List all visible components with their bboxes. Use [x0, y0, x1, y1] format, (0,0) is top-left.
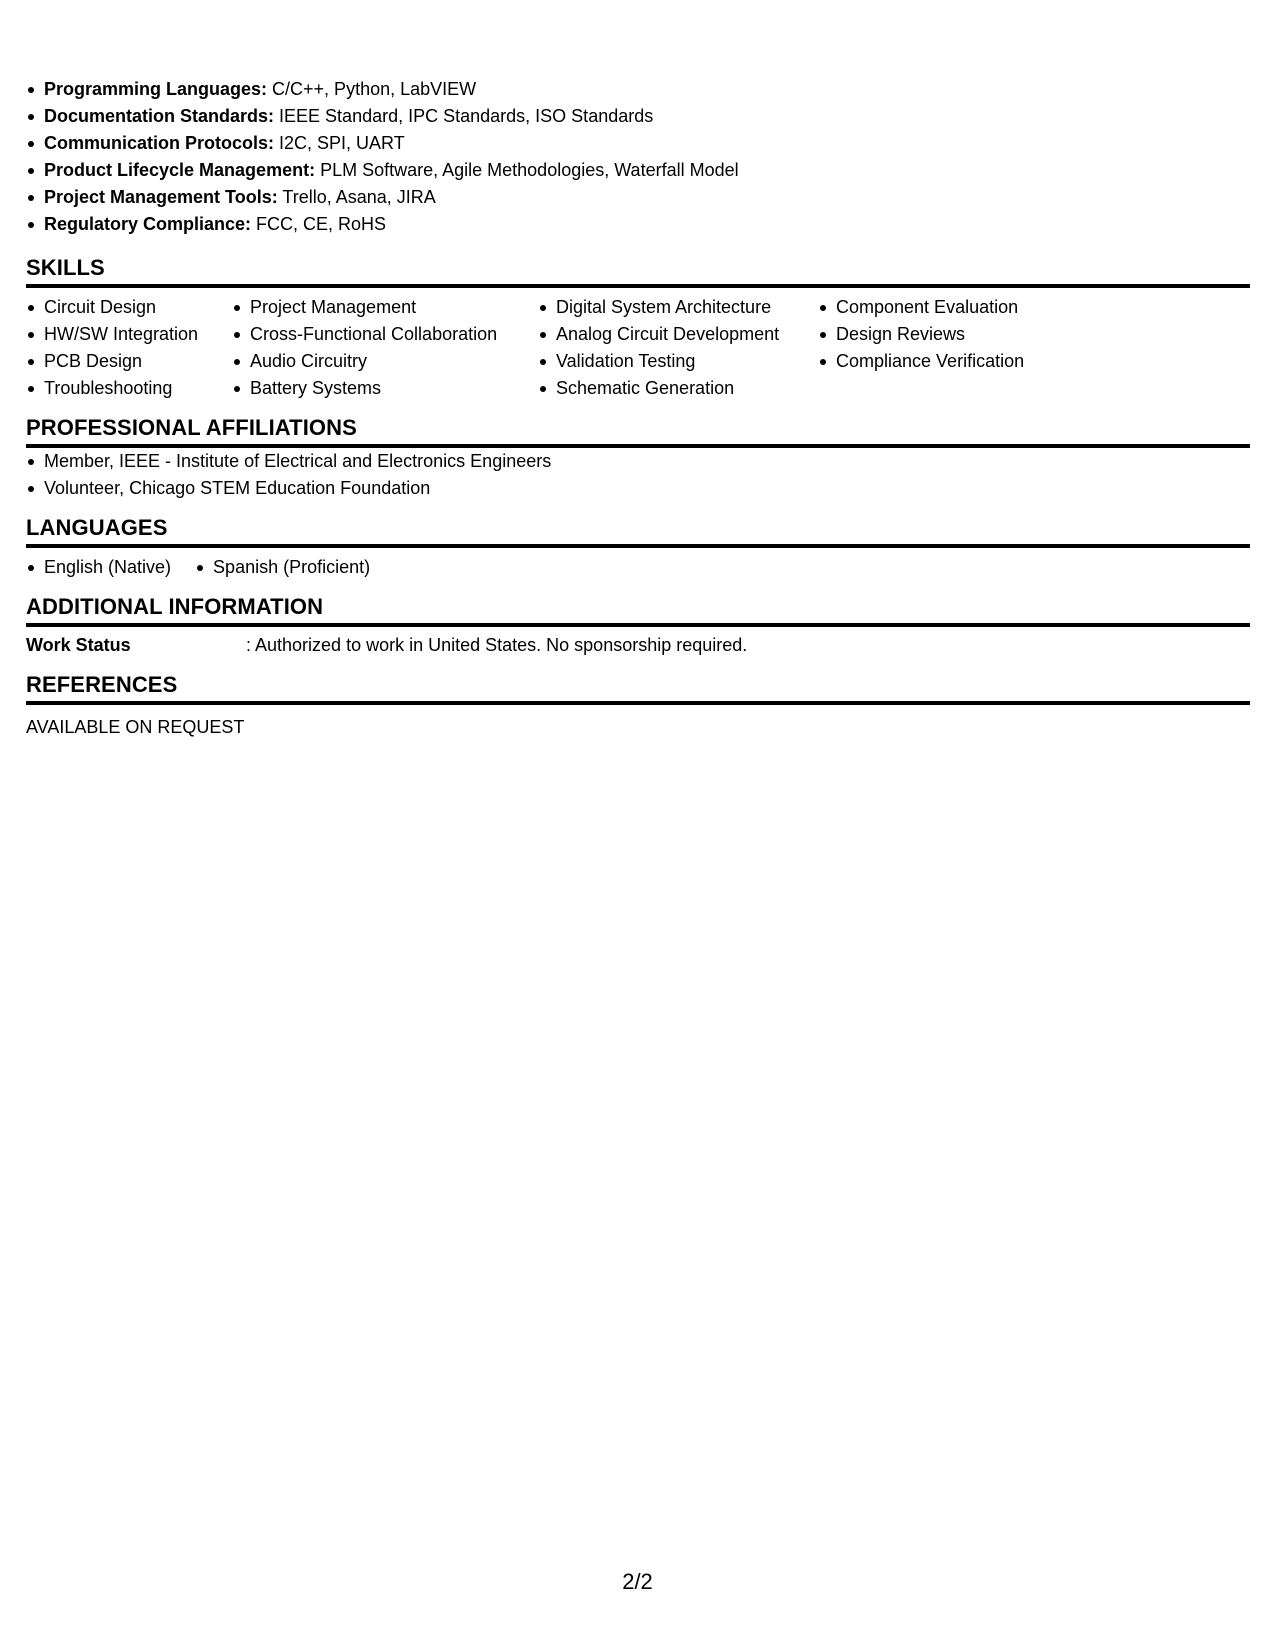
skills-section [26, 255, 1250, 402]
skill-item: Circuit Design [44, 294, 232, 321]
list-item [44, 76, 1250, 103]
work-status-row [26, 632, 1250, 659]
section-title-languages: LANGUAGES [26, 515, 1250, 548]
work-status-value: : Authorized to work in United States. No sponsorship required. [246, 635, 748, 655]
tool-label: Product Lifecycle Management: [44, 160, 316, 180]
page-number: 2/2 [622, 1569, 653, 1594]
skill-item: Design Reviews [836, 321, 1096, 348]
skills-columns [26, 294, 1250, 402]
affiliations-list [26, 448, 1250, 502]
resume-page [26, 76, 1250, 741]
skill-item: Compliance Verification [836, 348, 1096, 375]
tool-value: PLM Software, Agile Methodologies, Waterfall Model [315, 160, 739, 180]
skill-item: Digital System Architecture [556, 294, 818, 321]
tool-value: C/C++, Python, LabVIEW [267, 79, 477, 99]
tool-label: Regulatory Compliance: [44, 214, 252, 234]
tool-value: IEEE Standard, IPC Standards, ISO Standards [274, 106, 654, 126]
references-text: AVAILABLE ON REQUEST [26, 717, 245, 737]
additional-information-section [26, 594, 1250, 659]
skill-item: Analog Circuit Development [556, 321, 818, 348]
languages-section [26, 515, 1250, 581]
tool-label: Project Management Tools: [44, 187, 278, 207]
languages-list-2 [195, 554, 370, 581]
affiliations-section [26, 415, 1250, 502]
list-item [44, 157, 1250, 184]
list-item [44, 184, 1250, 211]
skill-item: Schematic Generation [556, 375, 818, 402]
skill-item: Component Evaluation [836, 294, 1096, 321]
affiliation-item: Volunteer, Chicago STEM Education Foundation [44, 475, 1250, 502]
section-title-references: REFERENCES [26, 672, 1250, 705]
skills-column-2 [232, 294, 538, 402]
tool-label: Communication Protocols: [44, 133, 275, 153]
tool-value: FCC, CE, RoHS [251, 214, 387, 234]
skills-column-4 [818, 294, 1096, 402]
skill-item: Project Management [250, 294, 538, 321]
list-item [44, 130, 1250, 157]
language-item: English (Native) [44, 554, 171, 581]
references-section [26, 672, 1250, 741]
skill-item: Validation Testing [556, 348, 818, 375]
section-title-skills: SKILLS [26, 255, 1250, 288]
work-status-label: Work Status [26, 635, 131, 655]
skill-item: Battery Systems [250, 375, 538, 402]
languages-row [26, 554, 1250, 581]
language-item: Spanish (Proficient) [213, 554, 370, 581]
languages-list-1 [26, 554, 171, 581]
tool-value: I2C, SPI, UART [274, 133, 405, 153]
tool-label: Documentation Standards: [44, 106, 275, 126]
skill-item: HW/SW Integration [44, 321, 232, 348]
skill-item: Cross-Functional Collaboration [250, 321, 538, 348]
skill-item: PCB Design [44, 348, 232, 375]
section-title-affiliations: PROFESSIONAL AFFILIATIONS [26, 415, 1250, 448]
skills-column-1 [26, 294, 232, 402]
technical-tools-list [26, 76, 1250, 238]
section-title-additional-information: ADDITIONAL INFORMATION [26, 594, 1250, 627]
skill-item: Troubleshooting [44, 375, 232, 402]
skills-column-3 [538, 294, 818, 402]
affiliation-item: Member, IEEE - Institute of Electrical and Electronics Engineers [44, 448, 1250, 475]
list-item [44, 103, 1250, 130]
skill-item: Audio Circuitry [250, 348, 538, 375]
tool-label: Programming Languages: [44, 79, 268, 99]
list-item [44, 211, 1250, 238]
tool-value: Trello, Asana, JIRA [277, 187, 436, 207]
